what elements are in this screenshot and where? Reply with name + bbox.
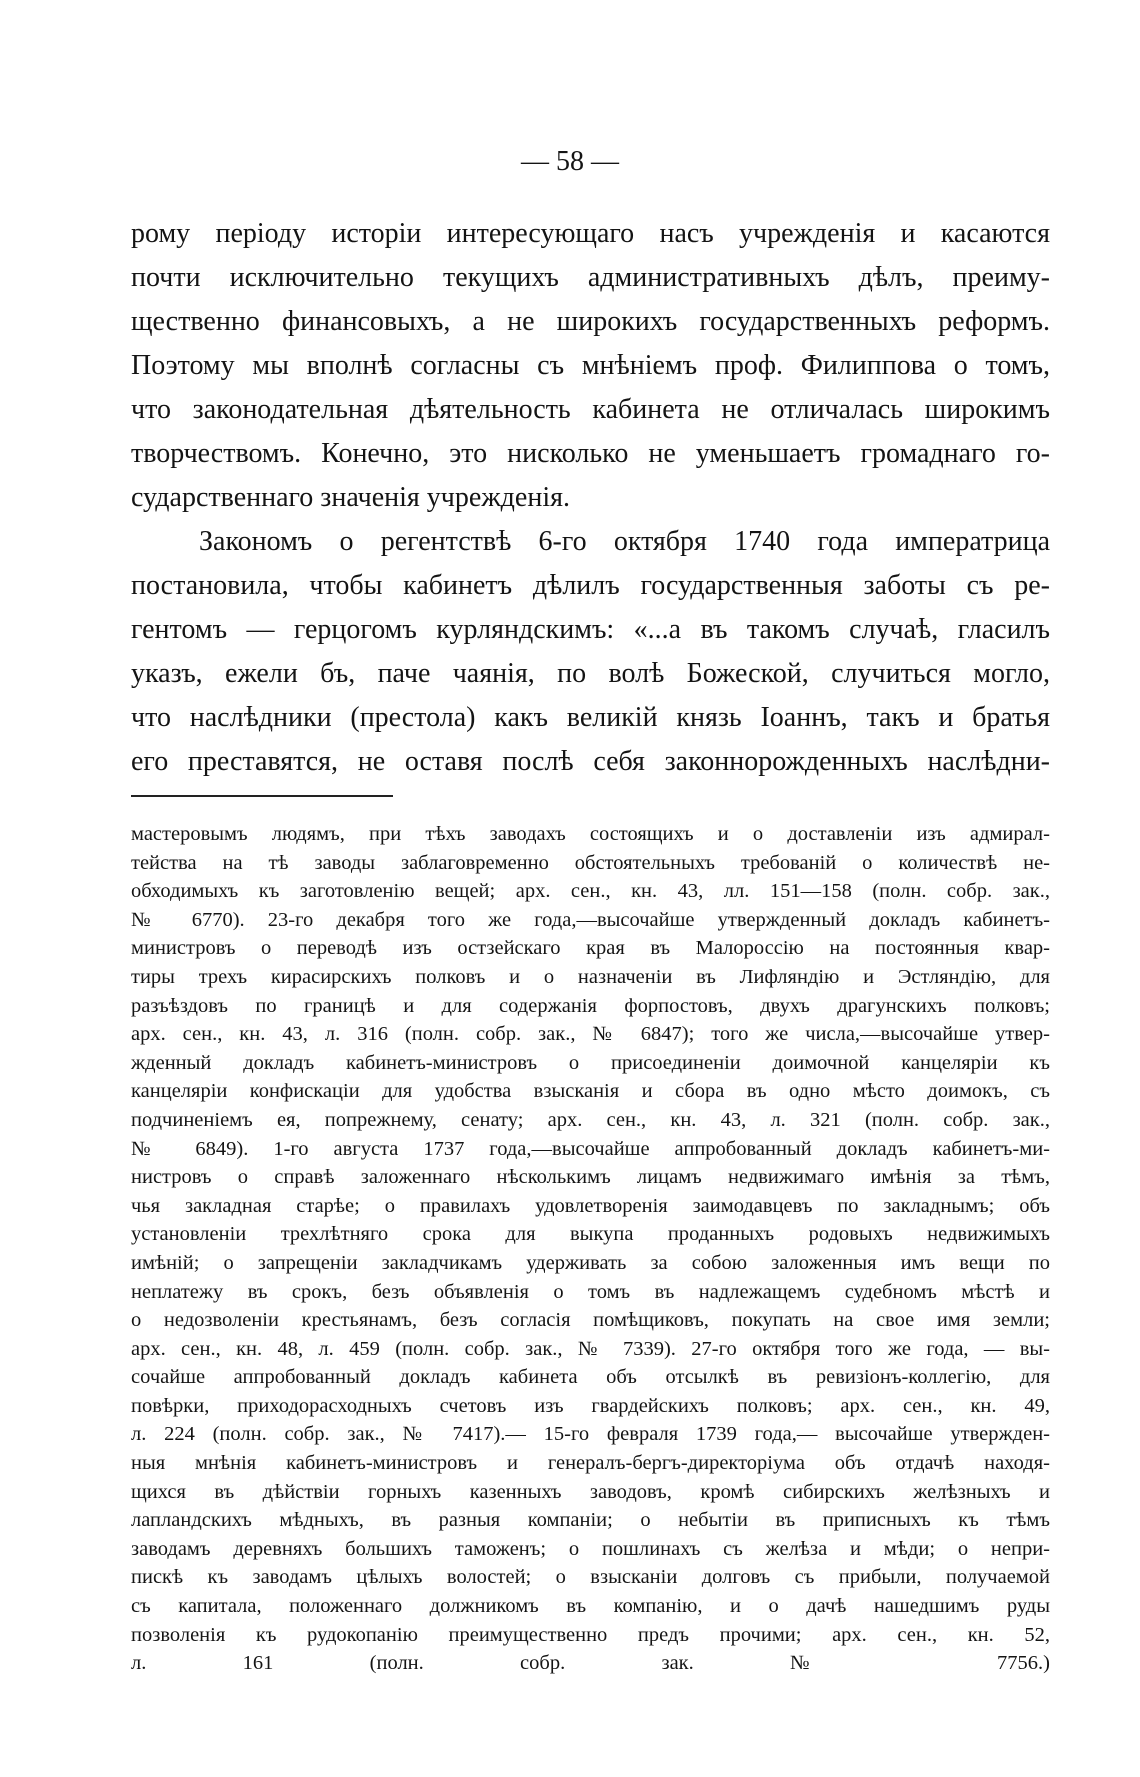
footnote-line: чья закладная старѣе; о правилахъ удовлетворенія заимодавцевъ по закладнымъ; объ bbox=[131, 1194, 1050, 1217]
footnote-line: повѣрки, приходорасходныхъ счетовъ изъ гвардейскихъ полковъ; арх. сен., кн. 49, bbox=[131, 1394, 1050, 1417]
text-line: постановила, чтобы кабинетъ дѣлилъ государственныя заботы съ ре- bbox=[131, 570, 1050, 601]
footnote-line: лапландскихъ мѣдныхъ, въ разныя компаніи; о небытіи въ приписныхъ къ тѣмъ bbox=[131, 1509, 1050, 1532]
footnote-line: сочайше аппробованный докладъ кабинета объ отсылкѣ въ ревизіонъ-коллегію, для bbox=[131, 1366, 1050, 1389]
footnote-line: л. 224 (полн. собр. зак., № 7417).— 15-го февраля 1739 года,— высочайше утвержден- bbox=[131, 1423, 1050, 1446]
page-number: — 58 — bbox=[521, 146, 619, 177]
text-line: Поэтому мы вполнѣ согласны съ мнѣніемъ проф. Филиппова о томъ, bbox=[131, 350, 1050, 381]
text-line: почти исключительно текущихъ административныхъ дѣлъ, преиму- bbox=[131, 262, 1050, 293]
footnote-line: № 6770). 23-го декабря того же года,—высочайше утвержденный докладъ кабинетъ- bbox=[131, 908, 1050, 931]
text-line: сударственнаго значенія учрежденія. bbox=[131, 482, 570, 513]
text-line: щественно финансовыхъ, а не широкихъ государственныхъ реформъ. bbox=[131, 306, 1050, 337]
footnote-line: № 6849). 1-го августа 1737 года,—высочайше аппробованный докладъ кабинетъ-ми- bbox=[131, 1137, 1050, 1160]
text-line: рому періоду исторіи интересующаго насъ учрежденія и касаются bbox=[131, 218, 1050, 249]
footnote-line: о недозволеніи крестьянамъ, безъ согласія помѣщиковъ, покупать на свое имя земли; bbox=[131, 1309, 1050, 1332]
footnote-divider bbox=[131, 795, 393, 797]
footnote-line: установленіи трехлѣтняго срока для выкупа проданныхъ родовыхъ недвижимыхъ bbox=[131, 1223, 1050, 1246]
footnote-line: обходимыхъ къ заготовленію вещей; арх. сен., кн. 43, лл. 151—158 (полн. собр. зак., bbox=[131, 880, 1050, 903]
footnote-line: л. 161 (полн. собр. зак. № 7756.) bbox=[131, 1652, 1050, 1675]
footnote-line: тиры трехъ кирасирскихъ полковъ и о назначеніи въ Лифляндію и Эстляндію, для bbox=[131, 965, 1050, 988]
text-line: гентомъ — герцогомъ курляндскимъ: «...а въ такомъ случаѣ, гласилъ bbox=[131, 614, 1050, 645]
footnote-line: мастеровымъ людямъ, при тѣхъ заводахъ состоящихъ и о доставленіи изъ адмирал- bbox=[131, 823, 1050, 845]
footnote-line: разъѣздовъ по границѣ и для содержанія форпостовъ, двухъ драгунскихъ полковъ; bbox=[131, 994, 1050, 1017]
text-line: что наслѣдники (престола) какъ великій князь Іоаннъ, такъ и братья bbox=[131, 702, 1050, 733]
footnote-line: министровъ о переводѣ изъ остзейскаго края въ Малороссію на постоянныя квар- bbox=[131, 937, 1050, 960]
footnote-line: неплатежу въ срокъ, безъ объявленія о томъ въ надлежащемъ судебномъ мѣстѣ и bbox=[131, 1280, 1050, 1303]
footnote-line: съ капитала, положеннаго должникомъ въ компанію, и о дачѣ нашедшимъ руды bbox=[131, 1595, 1050, 1618]
footnotes bbox=[131, 820, 1050, 1678]
footnote-line: нистровъ о справѣ заложеннаго нѣсколькимъ лицамъ недвижимаго имѣнія за тѣмъ, bbox=[131, 1166, 1050, 1189]
footnote-line: щихся въ дѣйствіи горныхъ казенныхъ заводовъ, кромѣ сибирскихъ желѣзныхъ и bbox=[131, 1480, 1050, 1503]
text-line: Закономъ о регентствѣ 6-го октября 1740 года императрица bbox=[199, 526, 1050, 557]
footnote-line: жденный докладъ кабинетъ-министровъ о присоединеніи доимочной канцеляріи къ bbox=[131, 1051, 1050, 1074]
footnote-line: заводамъ деревняхъ большихъ таможенъ; о пошлинахъ съ желѣза и мѣди; о непри- bbox=[131, 1537, 1050, 1560]
footnote-line: ныя мнѣнія кабинетъ-министровъ и генералъ-бергъ-директоріума объ отдачѣ находя- bbox=[131, 1452, 1050, 1475]
footnote-line: арх. сен., кн. 43, л. 316 (полн. собр. зак., № 6847); того же числа,—высочайше утвер- bbox=[131, 1023, 1050, 1046]
text-line: что законодательная дѣятельность кабинета не отличалась широкимъ bbox=[131, 394, 1050, 425]
text-line: его преставятся, не оставя послѣ себя законнорожденныхъ наслѣдни- bbox=[131, 746, 1050, 777]
footnote-line: позволенія къ рудокопанію преимущественно предъ прочими; арх. сен., кн. 52, bbox=[131, 1623, 1050, 1646]
footnote-line: арх. сен., кн. 48, л. 459 (полн. собр. зак., № 7339). 27-го октября того же года, — вы- bbox=[131, 1337, 1050, 1360]
main-text bbox=[131, 212, 1050, 784]
footnote-line: пискѣ къ заводамъ цѣлыхъ волостей; о взысканіи долговъ съ прибыли, получаемой bbox=[131, 1566, 1050, 1589]
footnote-line: имѣній; о запрещеніи закладчикамъ удерживать за собою заложенныя имъ вещи по bbox=[131, 1251, 1050, 1274]
footnote-line: подчиненіемъ ея, попрежнему, сенату; арх. сен., кн. 43, л. 321 (полн. собр. зак., bbox=[131, 1108, 1050, 1131]
text-line: указъ, ежели бъ, паче чаянія, по волѣ Божеской, случиться могло, bbox=[131, 658, 1050, 689]
text-line: творчествомъ. Конечно, это нисколько не уменьшаетъ громаднаго го- bbox=[131, 438, 1050, 469]
footnote-line: канцеляріи конфискаціи для удобства взысканія и сбора въ одно мѣсто доимокъ, съ bbox=[131, 1080, 1050, 1103]
footnote-line: тейства на тѣ заводы заблаговременно обстоятельныхъ требованій о количествѣ не- bbox=[131, 851, 1050, 874]
